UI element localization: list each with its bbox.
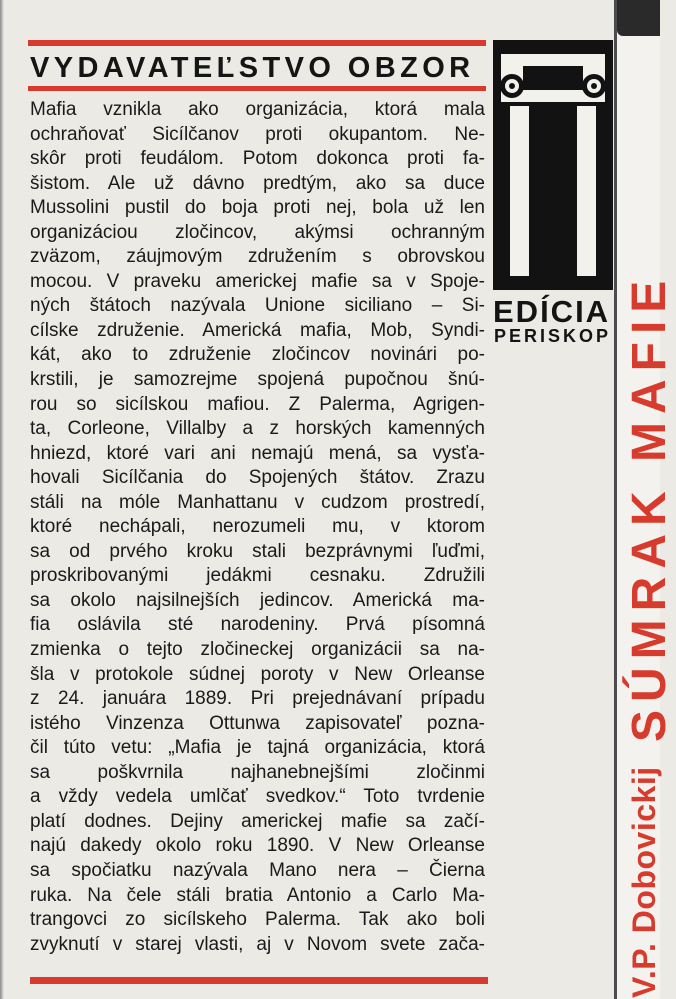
blurb-line: sa poškvrnila najhanebnejšími zločinmi: [30, 761, 485, 783]
blurb-line: šla v protokole súdnej poroty v New Orleanse: [30, 663, 485, 685]
blurb-line: rou so sicílskou mafiou. Z Palerma, Agrigen-: [30, 393, 485, 415]
blurb-line: platí dodnes. Dejiny americkej mafie sa začí-: [30, 810, 485, 832]
blurb-text: [30, 98, 485, 957]
edition-name: PERISKOP: [494, 326, 612, 346]
blurb-line: fia oslávila sté narodeniny. Prvá písomná: [30, 614, 485, 636]
blurb-line: ta, Corleone, Villalby a z horských kamenných: [30, 418, 485, 440]
blurb-line: ktoré nechápali, nerozumeli mu, v ktorom: [30, 516, 485, 538]
red-rule-middle: [28, 86, 486, 91]
edition-label: EDÍCIA: [493, 294, 611, 329]
blurb-line: z 24. januára 1889. Pri prejednávaní prípadu: [30, 688, 485, 710]
red-rule-top: [28, 40, 486, 46]
publisher-name: VYDAVATEĽSTVO OBZOR: [30, 52, 475, 84]
blurb-line: najú dakedy okolo roku 1890. V New Orleanse: [30, 835, 485, 857]
blurb-line: ochraňovať Sicílčanov proti okupantom. Ne-: [30, 123, 485, 145]
blurb-line: Mafia vznikla ako organizácia, ktorá mala: [30, 99, 485, 120]
blurb-line: krstili, je samozrejme spojená pupočnou šnú-: [30, 369, 485, 391]
blurb-line: istého Vinzenza Ottunwa zapisovateľ pozna-: [30, 712, 485, 734]
blurb-line: a vždy vedela umlčať svedkov.“ Toto tvrdenie: [30, 786, 485, 808]
blurb-line: sa spočiatku nazývala Mano nera – Čierna: [30, 859, 485, 881]
blurb-line: zmienka o tejto zločineckej organizácii sa na-: [30, 639, 485, 661]
blurb-line: sa okolo najsilnejších jedincov. Americká ma-: [30, 589, 485, 611]
blurb-line: ruka. Na čele stáli bratia Antonio a Carlo Ma-: [30, 884, 485, 906]
blurb-line: trangovci zo sicílskeho Palerma. Tak ako boli: [30, 909, 485, 931]
blurb-line: organizáciou zločincov, akýmsi ochranným: [30, 221, 485, 243]
blurb-line: kát, ako to združenie zločincov novinári po-: [30, 344, 485, 366]
red-rule-bottom: [30, 977, 488, 984]
book-spine: [614, 0, 676, 999]
spine-title: SÚMRAK MAFIE: [623, 272, 676, 742]
scan-edge-shadow: [0, 0, 4, 999]
blurb-line: šistom. Ale už dávno predtým, ako sa duce: [30, 172, 485, 194]
blurb-line: skôr proti feudálom. Potom dokonca proti fa-: [30, 148, 485, 170]
blurb-line: mocou. V praveku americkej mafie sa v Spoje-: [30, 270, 485, 292]
blurb-line: stáli na móle Manhattanu v cudzom prostredí,: [30, 491, 485, 513]
blurb-line: zvyknutí v starej vlasti, aj v Novom svete zača-: [30, 933, 485, 955]
blurb-line: sa od prvého kroku stali bezprávnymi ľuďmi,: [30, 540, 485, 562]
blurb-line: hovali Sicílčania do Spojených štátov. Zrazu: [30, 467, 485, 489]
ionic-column-icon: [493, 40, 613, 290]
blurb-line: Mussolini pustil do boja proti nej, bola už len: [30, 197, 485, 219]
blurb-line: hniezd, ktoré vari ani nemajú mená, sa vysťa-: [30, 442, 485, 464]
blurb-line: čil túto vetu: „Mafia je tajná organizácia, ktorá: [30, 737, 485, 759]
blurb-line: zväzom, záujmovým združením s obrovskou: [30, 246, 485, 268]
spine-top-band: [617, 0, 660, 36]
blurb-line: proskribovanými jedákmi cesnaku. Združili: [30, 565, 485, 587]
blurb-line: cílske združenie. Americká mafia, Mob, Syndi-: [30, 319, 485, 341]
blurb-line: ných štátoch nazývala Unione siciliano – Si-: [30, 295, 485, 317]
edition-logo: [493, 40, 613, 290]
spine-author: V.P. Dobovickij: [626, 766, 662, 998]
